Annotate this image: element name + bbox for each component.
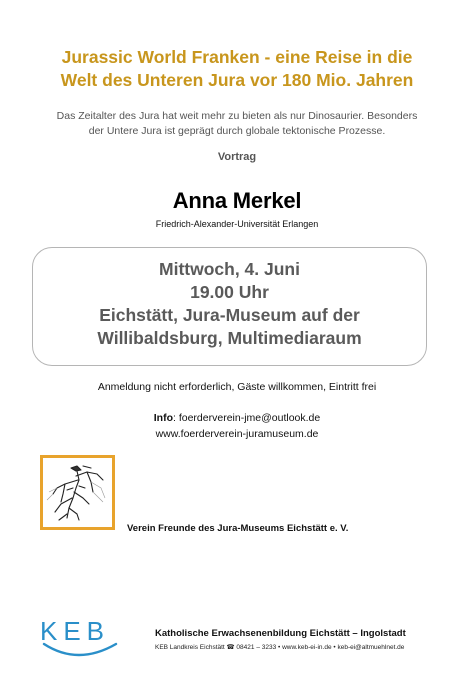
org-contact: KEB Landkreis Eichstätt ☎ 08421 – 3233 • www.keb-ei-in.de • keb-ei@altmuehlnet.de bbox=[155, 644, 405, 651]
speaker-name: Anna Merkel bbox=[172, 188, 302, 213]
info-label: Info bbox=[153, 412, 173, 424]
info-block bbox=[0, 410, 474, 442]
info-email-line bbox=[0, 410, 474, 426]
event-details-box bbox=[32, 247, 427, 366]
event-intro bbox=[40, 109, 434, 139]
keb-logo-text: KEB bbox=[40, 616, 111, 646]
speaker-affiliation: Friedrich-Alexander-Universität Erlangen bbox=[155, 219, 319, 229]
keb-logo bbox=[38, 614, 120, 664]
event-title bbox=[0, 46, 474, 92]
registration-note: Anmeldung nicht erforderlich, Gäste willkommen, Eintritt frei bbox=[97, 381, 377, 393]
org-name: Katholische Erwachsenenbildung Eichstätt – Ingolstadt bbox=[155, 628, 406, 639]
event-location-line1: Eichstätt, Jura-Museum auf der bbox=[99, 305, 360, 325]
info-website[interactable]: www.foerderverein-juramuseum.de bbox=[155, 428, 319, 440]
event-title-line1: Jurassic World Franken - eine Reise in die bbox=[61, 47, 413, 67]
club-logo bbox=[40, 455, 115, 530]
event-intro-line1: Das Zeitalter des Jura hat weit mehr zu bieten als nur Dinosaurier. Besonders bbox=[56, 110, 418, 122]
event-title-line2: Welt des Unteren Jura vor 180 Mio. Jahren bbox=[60, 70, 414, 90]
event-location-line2: Willibaldsburg, Multimediaraum bbox=[97, 328, 362, 348]
event-intro-line2: der Untere Jura ist geprägt durch globale tektonische Prozesse. bbox=[88, 125, 386, 137]
event-type: Vortrag bbox=[217, 151, 257, 163]
event-time: 19.00 Uhr bbox=[190, 282, 269, 302]
club-name: Verein Freunde des Jura-Museums Eichstätt e. V. bbox=[127, 523, 349, 534]
info-email[interactable]: : foerderverein-jme@outlook.de bbox=[173, 412, 321, 424]
pterosaur-fossil-icon bbox=[43, 458, 112, 527]
event-date: Mittwoch, 4. Juni bbox=[159, 259, 300, 279]
